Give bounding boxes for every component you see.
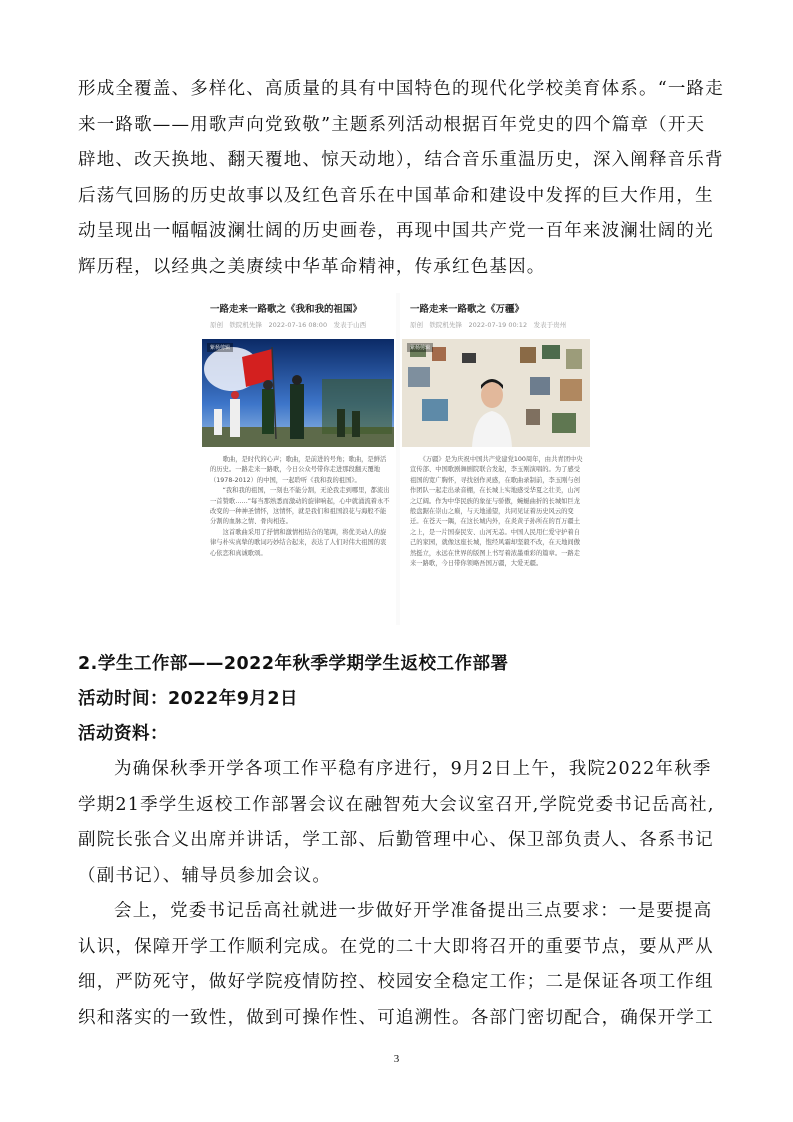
article-paragraph: 这首歌曲采用了抒情和激情相结合的笔调，将优美动人的旋律与朴实真挚的歌词巧妙结合起来，表达了人们对伟大祖国的衷心依恋和真诚歌颂。: [210, 528, 387, 557]
article-card-left: [200, 293, 396, 625]
text-line: （副书记）、辅导员参加会议。: [78, 865, 332, 886]
text-line: 细，严防死守，做好学院疫情防控、校园安全稳定工作；二是保证各项工作组: [78, 972, 714, 992]
body-paragraph: [78, 894, 718, 1036]
text-line: 为确保秋季开学各项工作平稳有序进行，9月2日上午，我院2022年秋季: [114, 759, 712, 779]
text-line: 辟地、改天换地、翻天覆地、惊天动地），结合音乐重温历史，深入阐释音乐背: [78, 150, 724, 170]
text-line: 会上，党委书记岳高社就进一步做好开学准备提出三点要求：一是要提高: [114, 901, 713, 921]
text-line: 后荡气回肠的历史故事以及红色音乐在中国革命和建设中发挥的巨大作用，生: [78, 185, 714, 206]
article-paragraph: 《万疆》是为庆祝中国共产党建党100周年，由共青团中央宣传部、中国歌剧舞剧院联合发起，李玉刚演唱的。为了感受祖国的宽广胸怀，寻找创作灵感，在歌曲录制前，李玉刚与创作团队一起走出录音棚，在长城上实地感受华夏之壮美，山河之辽阔。作为中华民族的象征与骄傲，蜿蜒曲折的长城如巨龙般盘踞在崇山之巅，与天地通望，共同见证着历史风云的变迁。在苍天一隅，在这长城内外，在炎黄子孙所在的百万疆土之上，是一片国泰民安、山河无恙。中国人民用仁爱守护着自己的家园，就像这座长城，饱经风霜却坚毅不改，在天地间傲然挺立，永远在世界的版图上书写着浓墨重彩的篇章。一路走来一路歌，今日带你领略吾国万疆，大爱无疆。: [410, 456, 583, 568]
text-line: 动呈现出一幅幅波澜壮阔的历史画卷，再现中国共产党一百年来波澜壮阔的光: [78, 221, 714, 241]
article-body: [410, 455, 586, 569]
article-paragraph: 歌曲，是时代的心声；歌曲，是前进的号角；歌曲，是鲜活的历史。一路走来一路歌，今日公众号带你走进那段翻天覆地（1978-2012）的中国，一起聆听《我和我的祖国》。: [210, 456, 387, 484]
text-line: 副院长张合义出席并讲话，学工部、后勤管理中心、保卫部负责人、各系书记: [78, 830, 714, 850]
watermark: 紫杨剪辑: [207, 343, 233, 352]
text-line: 辉历程，以经典之美赓续中华革命精神，传承红色基因。: [78, 256, 546, 277]
article-screenshots-figure: [200, 293, 592, 625]
body-paragraph: [78, 752, 718, 894]
flag-ceremony-photo: [202, 339, 394, 447]
text-line: 认识，保障开学工作顺利完成。在党的二十大即将召开的重要节点，要从严从: [78, 936, 714, 957]
text-line: 织和落实的一致性，做到可操作性、可追溯性。各部门密切配合，确保开学工: [78, 1007, 714, 1028]
intro-paragraph: [78, 72, 724, 285]
article-title: 一路走来一路歌之《万疆》: [410, 304, 525, 315]
article-card-right: [400, 293, 592, 625]
text-line: 学期21季学生返校工作部署会议在融智苑大会议室召开,学院党委书记岳高社,: [78, 794, 715, 815]
article-paragraph: “我和我的祖国，一刻也不能分割，无论我走到哪里，都流出一首赞歌……”每当那熟悉而激动的旋律响起，心中就涌流着永不改变的一种神圣情怀，这情怀，就是我们和祖国浪花与海般不能分割的血脉之情、骨肉相连。: [210, 487, 390, 526]
page-number: 3: [393, 1053, 400, 1065]
activity-material-label: 活动资料：: [78, 724, 168, 744]
section-heading: 2.学生工作部——2022年秋季学期学生返校工作部署: [78, 654, 509, 674]
article-body: [210, 455, 390, 559]
article-meta: 原创 铁院机先锋 2022-07-19 00:12 发表于贵州: [410, 321, 567, 329]
singer-photo: [402, 339, 590, 447]
watermark: 紫杨剪辑: [407, 343, 433, 352]
article-meta: 原创 铁院机先锋 2022-07-16 08:00 发表于山西: [210, 321, 367, 329]
activity-time: 活动时间：2022年9月2日: [78, 689, 299, 709]
text-line: 形成全覆盖、多样化、高质量的具有中国特色的现代化学校美育体系。“一路走: [78, 79, 724, 99]
text-line: 来一路歌——用歌声向党致敬”主题系列活动根据百年党史的四个篇章（开天: [78, 114, 706, 135]
article-title: 一路走来一路歌之《我和我的祖国》: [210, 304, 363, 315]
